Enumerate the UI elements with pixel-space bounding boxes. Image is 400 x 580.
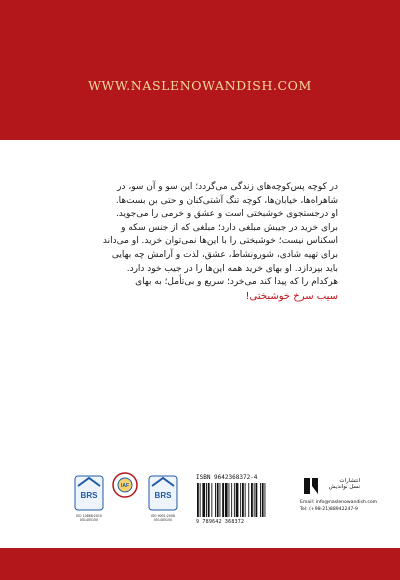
barcode-bar bbox=[208, 483, 210, 517]
barcode-bar bbox=[197, 483, 199, 517]
publisher-name-line: انتشارات bbox=[339, 478, 360, 484]
blurb-text bbox=[62, 181, 338, 303]
publisher-name-line: نسل نواندیش bbox=[328, 484, 360, 490]
top-red-band bbox=[0, 0, 400, 140]
publisher-logo-icon bbox=[302, 476, 320, 496]
blurb-highlight: سیب سرخ خوشبختی! bbox=[245, 290, 338, 302]
barcode-digits: 9 789642 368372 bbox=[196, 519, 245, 525]
publisher-phone: Tel: (+98-21)88942247-9 bbox=[300, 506, 358, 512]
barcode-icon bbox=[196, 483, 290, 519]
barcode-bar bbox=[215, 483, 216, 517]
seal-label: IAF bbox=[120, 483, 130, 489]
barcode-bar bbox=[245, 483, 246, 517]
barcode-bar bbox=[262, 483, 264, 517]
barcode-bar bbox=[217, 483, 219, 517]
blurb-line: شاهراه‌ها، خیابان‌ها، کوچه تنگ آشتی‌کنان و حتی بن بست‌ها. bbox=[115, 195, 338, 206]
blurb-line: هرکدام را که پیدا کند می‌خرد؛ سریع و بی‌تأمل؛ به بهای bbox=[135, 277, 338, 288]
barcode-bar bbox=[225, 483, 228, 517]
badge-caption-line: 051405150 bbox=[153, 518, 173, 522]
blurb-line: اسکناس نیست؛ خوشبختی را با این‌ها نمی‌توان خرید. او می‌داند bbox=[102, 236, 338, 247]
badge-caption-line: 051405150 bbox=[79, 518, 99, 522]
badge-caption bbox=[72, 514, 106, 522]
barcode-bar bbox=[236, 483, 239, 517]
publisher-contact bbox=[300, 500, 377, 513]
certification-logos bbox=[74, 474, 184, 524]
publisher-email: Email: info@naslenowandish.com bbox=[300, 500, 378, 505]
blurb-line: او درجستجوی خوشبختی است و عشق و خرمی را می‌جوید. bbox=[115, 209, 338, 220]
brs-certification-icon bbox=[74, 474, 104, 514]
barcode-bar bbox=[242, 483, 244, 517]
bottom-red-band bbox=[0, 548, 400, 580]
blurb-line: در کوچه پس‌کوچه‌های زندگی می‌گردد؛ این سو و آن سو، در bbox=[117, 182, 338, 192]
barcode-bar bbox=[202, 483, 205, 517]
barcode-bar bbox=[220, 483, 221, 517]
barcode-bar bbox=[265, 483, 266, 517]
barcode-bar bbox=[260, 483, 261, 517]
blurb-line: برای خرید در جیبش مبلغی دارد؛ مبلغی که از جنس سکه و bbox=[121, 222, 338, 233]
barcode-bar bbox=[200, 483, 201, 517]
badge-label: BRS bbox=[154, 491, 172, 500]
publisher-block bbox=[300, 476, 378, 522]
blurb-line: برای تهیه شادی، شورونشاط، عشق، لذت و آرامش چه بهایی bbox=[111, 249, 338, 260]
barcode-bar bbox=[229, 483, 230, 517]
barcode-area bbox=[196, 474, 294, 526]
brs-certification-icon bbox=[148, 474, 178, 514]
badge-caption-line: ISO 10668:2010 bbox=[76, 514, 102, 518]
badge-caption bbox=[146, 514, 180, 522]
publisher-name bbox=[329, 478, 360, 490]
barcode-bar bbox=[256, 483, 258, 517]
barcode-bar bbox=[211, 483, 212, 517]
barcode-bar bbox=[254, 483, 255, 517]
isbn-number: ISBN 9642368372-4 bbox=[196, 474, 258, 481]
barcode-bar bbox=[234, 483, 235, 517]
barcode-bar bbox=[240, 483, 241, 517]
barcode-bar bbox=[248, 483, 249, 517]
barcode-bar bbox=[206, 483, 207, 517]
publisher-website: WWW.NASLENOWANDISH.COM bbox=[88, 78, 312, 93]
barcode-bar bbox=[231, 483, 232, 517]
blurb-line: باید بپردازد. او بهای خرید همه این‌ها را در جیب خود دارد. bbox=[126, 263, 338, 274]
badge-label: BRS bbox=[80, 491, 98, 500]
badge-caption-line: ISO 9001:2008 bbox=[151, 514, 175, 518]
iaf-seal-icon bbox=[110, 470, 140, 510]
barcode-bar bbox=[251, 483, 253, 517]
barcode-bar bbox=[222, 483, 224, 517]
